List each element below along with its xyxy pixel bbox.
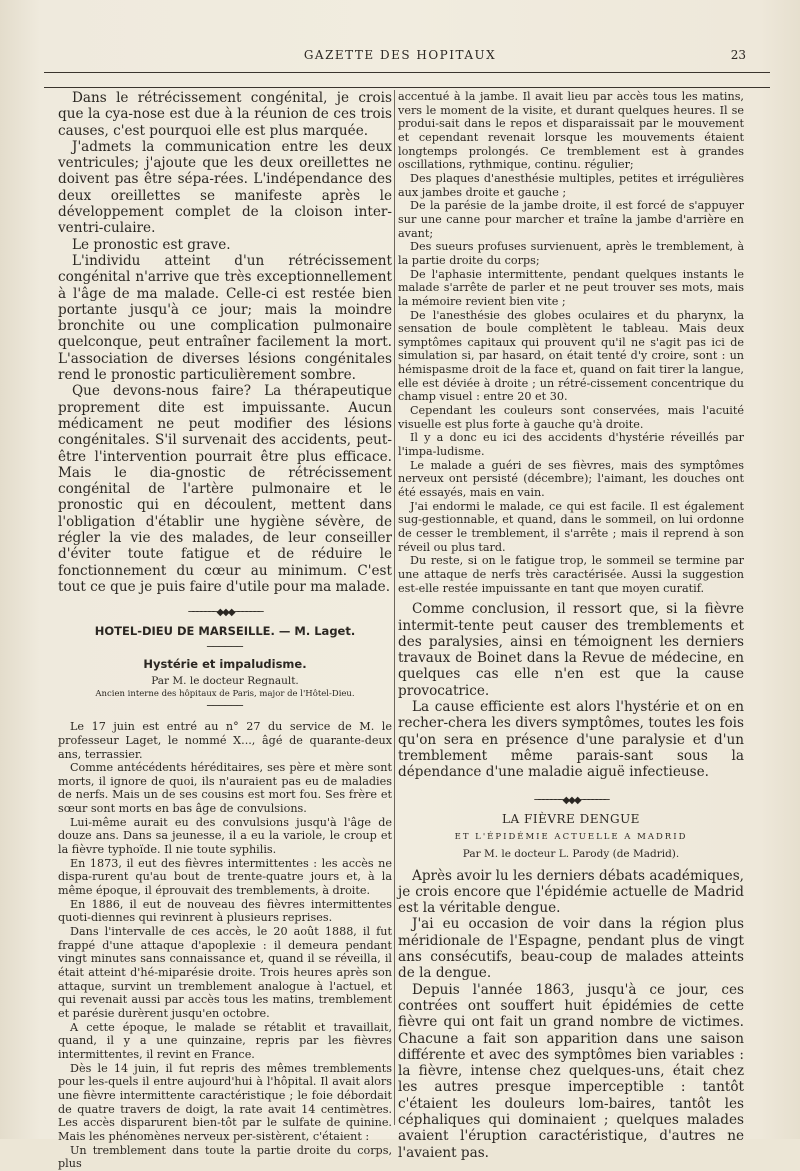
paragraph: Dans l'intervalle de ces accès, le 20 août 1888, il fut frappé d'une attaque d'apoplexie : il demeura pendant vingt minutes sans connaissance et, quand il se réveilla, il était atteint d'hé-miparésie droite. Trois heures après son attaque, survint un tremblement analogue à l'actuel, et qui revenait aussi par accès tous les matins, tremblement et parésie durèrent jusqu'en octobre.	[58, 925, 392, 1020]
article-title: LA FIÈVRE DENGUE	[502, 811, 640, 826]
paragraph: Le 17 juin est entré au n° 27 du service de M. le professeur Laget, le nommé X..., âgé de quarante-deux ans, terrassier.	[58, 720, 392, 761]
left-column	[58, 90, 392, 1171]
paragraph: La cause efficiente est alors l'hystérie et on en recher-chera les divers symptômes, toutes les fois qu'on sera en présence d'une paralysie et d'un tremblement même parais-sant sous la dépendance d'une maladie aiguë infectieuse.	[398, 699, 744, 781]
paragraph: Dès le 14 juin, il fut repris des mêmes tremblements pour les-quels il entre aujourd'hui à l'hôpital. Il avait alors une fièvre intermittente caractéristique ; le foie débordait de quatre travers de doigt, la rate avait 14 centimètres. Les accès disparurent bien-tôt par le sulfate de quinine. Mais les phénomènes nerveux per-sistèrent, c'étaient :	[58, 1061, 392, 1143]
paragraph: Du reste, si on le fatigue trop, le sommeil se termine par une attaque de nerfs très caractérisée. Aussi la suggestion est-elle restée impuissante en tant que moyen curatif.	[398, 554, 744, 595]
author-affiliation: Ancien interne des hôpitaux de Paris, major de l'Hôtel-Dieu.	[95, 689, 355, 700]
paragraph: Comme antécédents héréditaires, ses père et mère sont morts, il ignore de quoi, ils n'auraient pas eu de maladies de nerfs. Mais un de ses cousins est mort fou. Ses frère et sœur sont morts en bas âge de convulsions.	[58, 761, 392, 816]
section-ornament: ───────◆◆◆───────	[188, 607, 262, 619]
paragraph: De l'aphasie intermittente, pendant quelques instants le malade s'arrête de parler et ne peut trouver ses mots, mais la mémoire revient bien vite ;	[398, 267, 744, 308]
paragraph: A cette époque, le malade se rétablit et travaillait, quand, il y a une quinzaine, repris par les fièvres intermittentes, il revint en France.	[58, 1020, 392, 1061]
paragraph: Dans le rétrécissement congénital, je crois que la cya-nose est due à la réunion de ces trois causes, c'est pourquoi elle est plus marquée.	[58, 90, 392, 139]
header-rule-lower	[44, 87, 770, 88]
column-divider	[394, 90, 395, 1125]
paragraph: De la parésie de la jambe droite, il est forcé de s'appuyer sur une canne pour marcher et traîne la jambe d'arrière en avant;	[398, 199, 744, 240]
paragraph: Lui-même aurait eu des convulsions jusqu'à l'âge de douze ans. Dans sa jeunesse, il a eu la variole, le croup et la fièvre typhoïde. Il nie toute syphilis.	[58, 815, 392, 857]
article-byline: Par M. le docteur Regnault.	[151, 675, 299, 688]
running-title: GAZETTE DES HOPITAUX	[303, 48, 497, 62]
paragraph: Le malade a guéri de ses fièvres, mais des symptômes nerveux ont persisté (décembre); l'aimant, les douches ont été essayés, mais en vain.	[398, 458, 744, 500]
article-subtitle: ET L'ÉPIDÉMIE ACTUELLE A MADRID	[454, 831, 688, 842]
paragraph: Cependant les couleurs sont conservées, mais l'acuité visuelle est plus forte à gauche qu'à droite.	[398, 404, 744, 431]
paragraph: Des sueurs profuses survienuent, après le tremblement, à la partie droite du corps;	[398, 240, 744, 267]
article-title: Hystérie et impaludisme.	[143, 657, 307, 672]
header-rule	[44, 72, 770, 73]
right-column	[398, 90, 744, 1161]
paragraph: Comme conclusion, il ressort que, si la fièvre intermit-tente peut causer des tremblements et des paralysies, ainsi en témoignent les derniers travaux de Boinet dans la Revue de médecine, en quelques cas elle n'en est que la cause provocatrice.	[398, 601, 744, 699]
paragraph: J'admets la communication entre les deux ventricules; j'ajoute que les deux oreillettes ne doivent pas être sépa-rées. L'indépendance des deux oreillettes se manifeste après le développement complet de la cloison inter-ventri-culaire.	[58, 138, 392, 237]
page-number: 23	[730, 48, 746, 62]
paragraph: En 1886, il eut de nouveau des fièvres intermittentes quoti-diennes qui revinrent à plusieurs reprises.	[58, 897, 392, 925]
section-ornament: ───────◆◆◆───────	[534, 794, 608, 806]
paragraph: Après avoir lu les derniers débats académiques, je crois encore que l'épidémie actuelle de Madrid est la véritable dengue.	[398, 867, 744, 917]
paragraph: accentué à la jambe. Il avait lieu par accès tous les matins, vers le moment de la visite, et durant quelques heures. Il se produi-sait dans le repos et disparaissait par le mouvement et cependant revenait lorsque les mouvements étaient longtemps prolongés. Ce tremblement est à grandes oscillations, rythmique, continu. régulier;	[398, 90, 744, 172]
paragraph: J'ai eu occasion de voir dans la région plus méridionale de l'Espagne, pendant plus de vingt ans consécutifs, beau-coup de malades atteints de la dengue.	[398, 916, 744, 982]
article-byline: Par M. le docteur L. Parody (de Madrid).	[462, 847, 680, 860]
paragraph: J'ai endormi le malade, ce qui est facile. Il est également sug-gestionnable, et quand, dans le sommeil, on lui ordonne de cesser le tremblement, il s'arrête ; mais il reprend à son réveil ou plus tard.	[398, 499, 744, 554]
paragraph: L'individu atteint d'un rétrécissement congénital n'arrive que très exceptionnellement à l'âge de ma malade. Celle-ci est restée bien portante jusqu'à ce jour; mais la moindre bronchite ou une complication pulmonaire quelconque, peut entraîner facilement la mort. L'association de diverses lésions congénitales rend le pronostic particulièrement sombre.	[58, 252, 392, 384]
paragraph: De l'anesthésie des globes oculaires et du pharynx, la sensation de boule complètent le tableau. Mais deux symptômes capitaux qui prouvent qu'il ne s'agit pas ici de simulation si, par hasard, on était tenté d'y croire, sont : un hémispasme droit de la face et, quand on fait tirer la langue, elle est déviée à droite ; un rétré-cissement concentrique du champ visuel : entre 20 et 30.	[398, 308, 744, 404]
title-rule: ──────	[206, 642, 244, 654]
paragraph: Il y a donc eu ici des accidents d'hystérie réveillés par l'impa-ludisme.	[398, 431, 744, 459]
paragraph: Un tremblement dans toute la partie droite du corps, plus	[58, 1143, 392, 1171]
paragraph: En 1873, il eut des fièvres intermittentes : les accès ne dispa-rurent qu'au bout de trente-quatre jours et, à la même époque, il éprouvait des tremblements, à droite.	[58, 856, 392, 898]
paragraph: Depuis l'année 1863, jusqu'à ce jour, ces contrées ont souffert huit épidémies de cette fièvre qui ont fait un grand nombre de victimes. Chacune a fait son apparition dans une saison différente et avec des symptômes bien variables : la fièvre, intense chez quelques-uns, était chez les autres presque imperceptible : tantôt c'étaient les douleurs lom-baires, tantôt les céphaliques qui dominaient ; quelques malades avaient l'éruption caractéristique, d'autres ne l'avaient pas.	[398, 981, 744, 1161]
byline-rule: ──────	[206, 701, 244, 713]
section-heading: HOTEL-DIEU DE MARSEILLE. — M. Laget.	[94, 624, 356, 639]
page-header	[40, 48, 760, 68]
paragraph: Le pronostic est grave.	[72, 236, 231, 253]
paragraph: Que devons-nous faire? La thérapeutique proprement dite est impuissante. Aucun médicament ne peut modifier des lésions congénitales. S'il survenait des accidents, peut-être l'intervention pourrait être plus efficace. Mais le dia-gnostic de rétrécissement congénital de l'artère pulmonaire et le pronostic qui en découlent, mettent dans l'obligation d'établir une hygiène sévère, de régler la vie des malades, de leur conseiller d'éviter toute fatigue et de réduire le fonctionnement du cœur au minimum. C'est tout ce que je puis faire d'utile pour ma malade.	[58, 383, 392, 595]
paragraph: Des plaques d'anesthésie multiples, petites et irrégulières aux jambes droite et gauche ;	[398, 171, 744, 199]
